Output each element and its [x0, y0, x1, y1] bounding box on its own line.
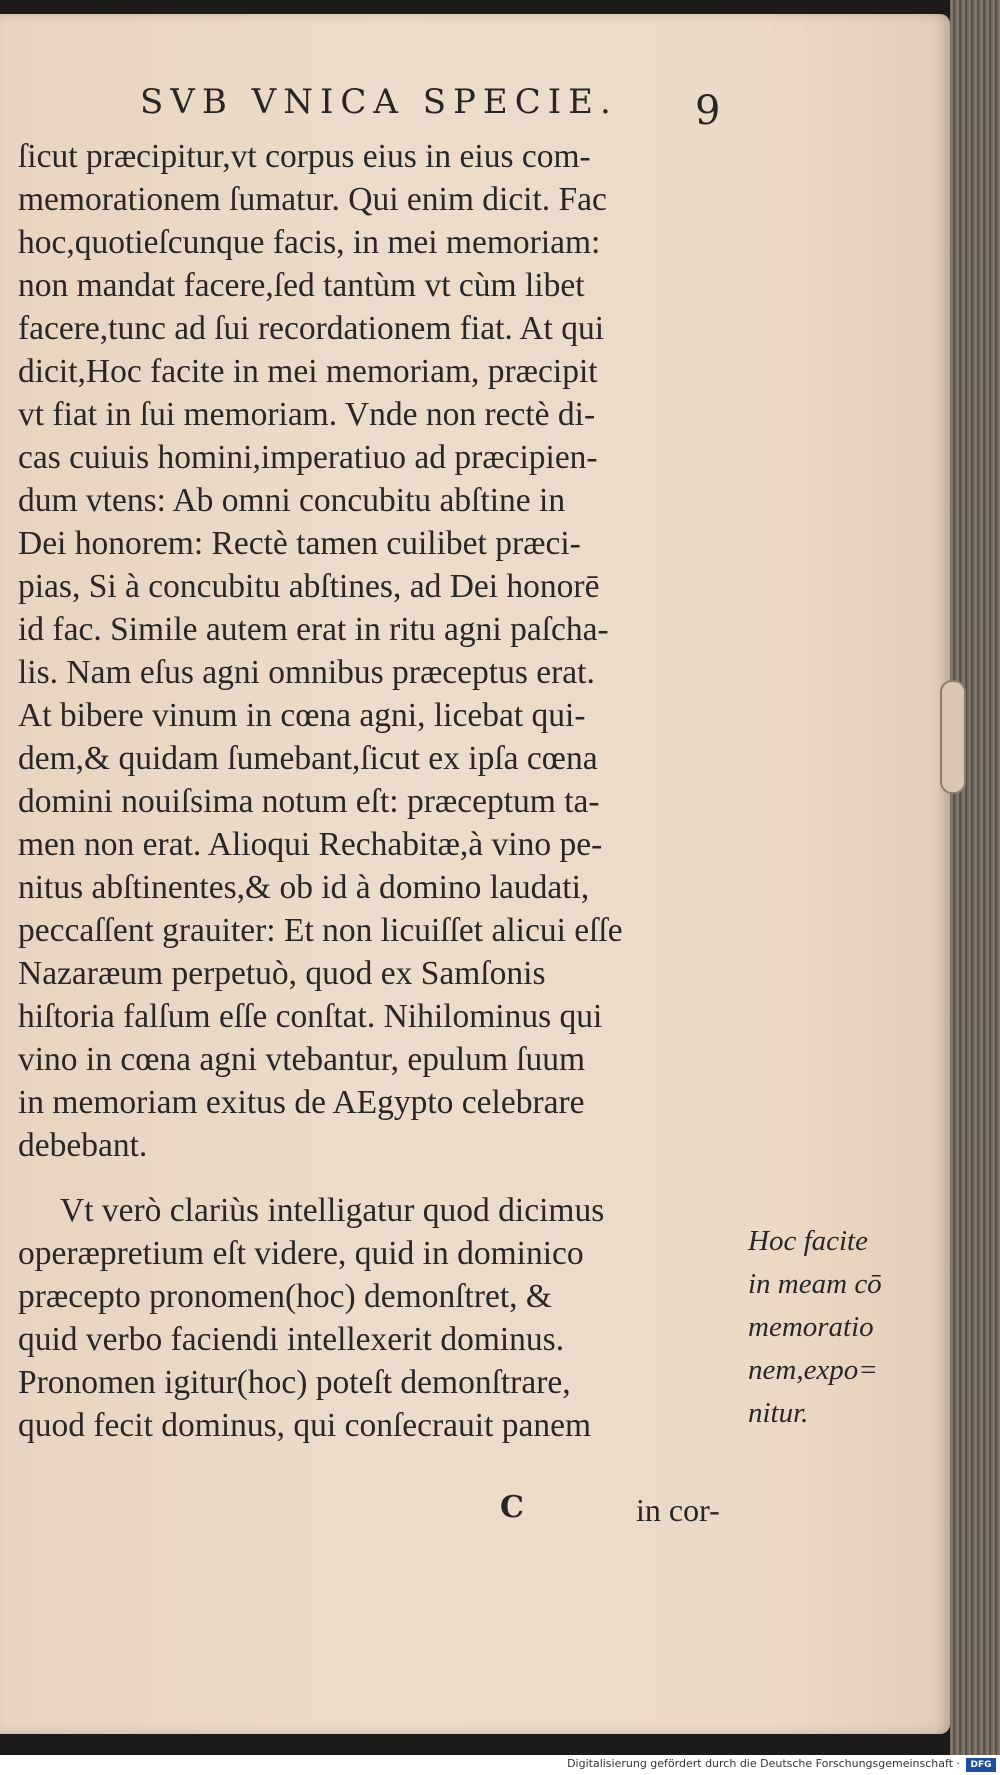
text-line: dum vtens: Ab omni concubitu abſtine in [18, 482, 566, 519]
text-line: domini nouiſsima notum eſt: præceptum ta- [18, 783, 600, 820]
text-line: lis. Nam eſus agni omnibus præceptus erat. [18, 654, 595, 691]
text-line: Nazaræum perpetuò, quod ex Samſonis [18, 955, 546, 992]
text-line: vino in cœna agni vtebantur, epulum ſuum [18, 1041, 586, 1078]
marginal-note-line: Hoc facite [748, 1225, 868, 1257]
text-line: facere,tunc ad ſui recordationem fiat. At qui [18, 310, 605, 347]
text-line: memorationem ſumatur. Qui enim dicit. Fac [18, 181, 607, 218]
text-line: ſicut præcipitur,vt corpus eius in eius com- [18, 138, 591, 175]
digitization-footer [0, 1755, 1000, 1775]
marginal-note [748, 1220, 908, 1435]
text-line: peccaſſent grauiter: Et non licuiſſet alicui eſſe [18, 912, 623, 949]
text-line: vt fiat in ſui memoriam. Vnde non rectè di- [18, 396, 596, 433]
text-line: præcepto pronomen(hoc) demonſtret, & [18, 1278, 552, 1315]
text-line: quod fecit dominus, qui conſecrauit panem [18, 1407, 592, 1444]
text-line: Vt verò clariùs intelligatur quod dicimus [60, 1192, 605, 1229]
dfg-logo-icon: DFG [966, 1758, 996, 1772]
footer-credit: Digitalisierung gefördert durch die Deutsche Forschungsgemeinschaft · [567, 1757, 960, 1770]
page-clip-mark [940, 680, 966, 794]
running-headline: SVB VNICA SPECIE. [140, 82, 618, 122]
text-line: operæpretium eſt videre, quid in dominico [18, 1235, 584, 1272]
text-line: Pronomen igitur(hoc) poteſt demonſtrare, [18, 1364, 571, 1401]
book-page-edges [950, 0, 1000, 1775]
text-line: non mandat facere,ſed tantùm vt cùm libet [18, 267, 585, 304]
text-line: hiſtoria falſum eſſe conſtat. Nihilominus qui [18, 998, 603, 1035]
signature-mark: C [500, 1490, 524, 1525]
marginal-note-line: in meam cō [748, 1268, 882, 1300]
text-line: quid verbo faciendi intellexerit dominus. [18, 1321, 565, 1358]
text-line: men non erat. Alioqui Rechabitæ,à vino pe- [18, 826, 603, 863]
marginal-note-line: memoratio [748, 1311, 874, 1343]
text-line: debebant. [18, 1127, 148, 1164]
text-line: dem,& quidam ſumebant,ſicut ex ipſa cœna [18, 740, 598, 777]
text-line: nitus abſtinentes,& ob id à domino laudati, [18, 869, 590, 906]
text-line: Dei honorem: Rectè tamen cuilibet præci- [18, 525, 581, 562]
page-number: 9 [695, 88, 721, 134]
text-line: cas cuiuis homini,imperatiuo ad præcipien- [18, 439, 598, 476]
catchword: in cor- [636, 1492, 720, 1528]
text-line: At bibere vinum in cœna agni, licebat qui- [18, 697, 586, 734]
main-text-block [18, 135, 738, 1447]
marginal-note-line: nem,expo= [748, 1354, 878, 1386]
text-line: in memoriam exitus de AEgypto celebrare [18, 1084, 585, 1121]
text-line: pias, Si à concubitu abſtines, ad Dei honorē [18, 568, 600, 605]
paragraph-gap [18, 1167, 738, 1189]
text-line: dicit,Hoc facite in mei memoriam, præcipit [18, 353, 598, 390]
text-line: id fac. Simile autem erat in ritu agni paſcha- [18, 611, 609, 648]
text-line: hoc,quotieſcunque facis, in mei memoriam: [18, 224, 601, 261]
marginal-note-line: nitur. [748, 1397, 809, 1429]
